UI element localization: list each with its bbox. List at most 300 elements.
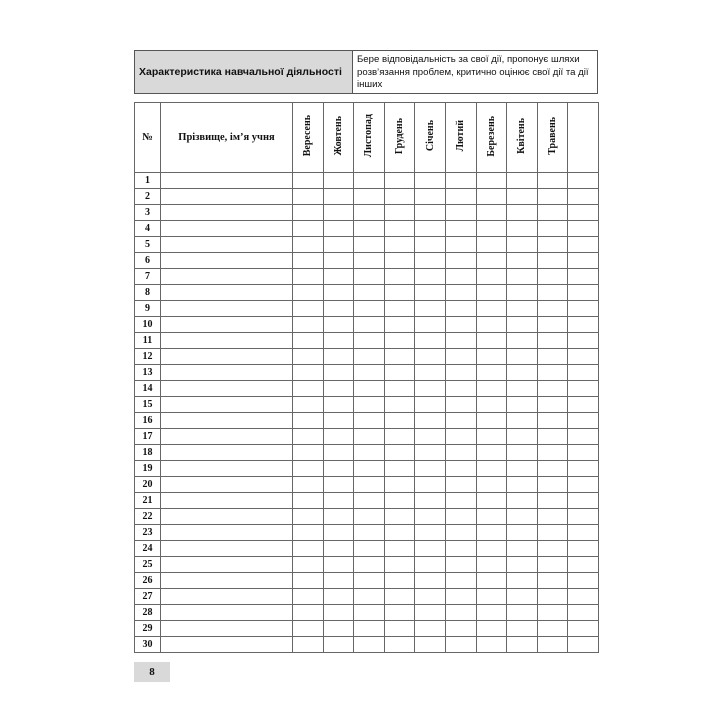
month-mark-cell[interactable] xyxy=(568,637,599,653)
month-mark-cell[interactable] xyxy=(445,605,476,621)
student-name-cell[interactable] xyxy=(161,621,293,637)
month-mark-cell[interactable] xyxy=(354,333,385,349)
month-mark-cell[interactable] xyxy=(507,557,538,573)
month-mark-cell[interactable] xyxy=(415,301,446,317)
student-name-cell[interactable] xyxy=(161,637,293,653)
month-mark-cell[interactable] xyxy=(568,589,599,605)
month-mark-cell[interactable] xyxy=(537,253,568,269)
month-mark-cell[interactable] xyxy=(384,317,415,333)
month-mark-cell[interactable] xyxy=(476,333,507,349)
month-mark-cell[interactable] xyxy=(415,525,446,541)
month-mark-cell[interactable] xyxy=(384,589,415,605)
student-name-cell[interactable] xyxy=(161,541,293,557)
month-mark-cell[interactable] xyxy=(384,541,415,557)
month-mark-cell[interactable] xyxy=(415,461,446,477)
month-mark-cell[interactable] xyxy=(384,573,415,589)
month-mark-cell[interactable] xyxy=(476,621,507,637)
month-mark-cell[interactable] xyxy=(507,477,538,493)
month-mark-cell[interactable] xyxy=(323,317,354,333)
month-mark-cell[interactable] xyxy=(507,525,538,541)
month-mark-cell[interactable] xyxy=(568,221,599,237)
month-mark-cell[interactable] xyxy=(507,445,538,461)
month-mark-cell[interactable] xyxy=(293,509,324,525)
month-mark-cell[interactable] xyxy=(445,589,476,605)
month-mark-cell[interactable] xyxy=(537,445,568,461)
month-mark-cell[interactable] xyxy=(568,237,599,253)
month-mark-cell[interactable] xyxy=(476,429,507,445)
month-mark-cell[interactable] xyxy=(476,237,507,253)
month-mark-cell[interactable] xyxy=(384,621,415,637)
month-mark-cell[interactable] xyxy=(507,237,538,253)
month-mark-cell[interactable] xyxy=(476,381,507,397)
month-mark-cell[interactable] xyxy=(476,301,507,317)
month-mark-cell[interactable] xyxy=(293,285,324,301)
month-mark-cell[interactable] xyxy=(507,397,538,413)
month-mark-cell[interactable] xyxy=(293,637,324,653)
month-mark-cell[interactable] xyxy=(568,269,599,285)
month-mark-cell[interactable] xyxy=(568,541,599,557)
month-mark-cell[interactable] xyxy=(293,429,324,445)
student-name-cell[interactable] xyxy=(161,285,293,301)
month-mark-cell[interactable] xyxy=(537,429,568,445)
month-mark-cell[interactable] xyxy=(507,461,538,477)
month-mark-cell[interactable] xyxy=(445,317,476,333)
month-mark-cell[interactable] xyxy=(384,557,415,573)
month-mark-cell[interactable] xyxy=(293,253,324,269)
month-mark-cell[interactable] xyxy=(384,397,415,413)
month-mark-cell[interactable] xyxy=(445,621,476,637)
month-mark-cell[interactable] xyxy=(445,333,476,349)
student-name-cell[interactable] xyxy=(161,493,293,509)
month-mark-cell[interactable] xyxy=(507,493,538,509)
month-mark-cell[interactable] xyxy=(293,445,324,461)
month-mark-cell[interactable] xyxy=(537,189,568,205)
month-mark-cell[interactable] xyxy=(568,445,599,461)
student-name-cell[interactable] xyxy=(161,237,293,253)
month-mark-cell[interactable] xyxy=(323,237,354,253)
student-name-cell[interactable] xyxy=(161,173,293,189)
month-mark-cell[interactable] xyxy=(354,189,385,205)
month-mark-cell[interactable] xyxy=(507,205,538,221)
month-mark-cell[interactable] xyxy=(293,605,324,621)
month-mark-cell[interactable] xyxy=(476,205,507,221)
month-mark-cell[interactable] xyxy=(323,525,354,541)
month-mark-cell[interactable] xyxy=(415,445,446,461)
month-mark-cell[interactable] xyxy=(476,589,507,605)
month-mark-cell[interactable] xyxy=(537,477,568,493)
month-mark-cell[interactable] xyxy=(507,189,538,205)
student-name-cell[interactable] xyxy=(161,461,293,477)
month-mark-cell[interactable] xyxy=(354,589,385,605)
month-mark-cell[interactable] xyxy=(537,237,568,253)
month-mark-cell[interactable] xyxy=(354,477,385,493)
student-name-cell[interactable] xyxy=(161,349,293,365)
student-name-cell[interactable] xyxy=(161,221,293,237)
month-mark-cell[interactable] xyxy=(354,173,385,189)
month-mark-cell[interactable] xyxy=(537,365,568,381)
month-mark-cell[interactable] xyxy=(415,269,446,285)
month-mark-cell[interactable] xyxy=(476,541,507,557)
month-mark-cell[interactable] xyxy=(445,509,476,525)
month-mark-cell[interactable] xyxy=(476,365,507,381)
month-mark-cell[interactable] xyxy=(537,317,568,333)
month-mark-cell[interactable] xyxy=(323,285,354,301)
month-mark-cell[interactable] xyxy=(415,205,446,221)
month-mark-cell[interactable] xyxy=(323,493,354,509)
month-mark-cell[interactable] xyxy=(507,605,538,621)
month-mark-cell[interactable] xyxy=(507,381,538,397)
month-mark-cell[interactable] xyxy=(293,525,324,541)
month-mark-cell[interactable] xyxy=(293,349,324,365)
month-mark-cell[interactable] xyxy=(354,237,385,253)
month-mark-cell[interactable] xyxy=(507,589,538,605)
month-mark-cell[interactable] xyxy=(415,573,446,589)
month-mark-cell[interactable] xyxy=(445,205,476,221)
month-mark-cell[interactable] xyxy=(323,605,354,621)
month-mark-cell[interactable] xyxy=(568,509,599,525)
month-mark-cell[interactable] xyxy=(323,589,354,605)
month-mark-cell[interactable] xyxy=(537,221,568,237)
student-name-cell[interactable] xyxy=(161,573,293,589)
month-mark-cell[interactable] xyxy=(354,637,385,653)
student-name-cell[interactable] xyxy=(161,189,293,205)
month-mark-cell[interactable] xyxy=(537,509,568,525)
month-mark-cell[interactable] xyxy=(568,173,599,189)
month-mark-cell[interactable] xyxy=(293,365,324,381)
month-mark-cell[interactable] xyxy=(537,461,568,477)
month-mark-cell[interactable] xyxy=(415,509,446,525)
month-mark-cell[interactable] xyxy=(507,413,538,429)
month-mark-cell[interactable] xyxy=(568,477,599,493)
month-mark-cell[interactable] xyxy=(323,573,354,589)
month-mark-cell[interactable] xyxy=(293,541,324,557)
month-mark-cell[interactable] xyxy=(568,573,599,589)
month-mark-cell[interactable] xyxy=(293,573,324,589)
month-mark-cell[interactable] xyxy=(537,589,568,605)
month-mark-cell[interactable] xyxy=(293,333,324,349)
month-mark-cell[interactable] xyxy=(476,573,507,589)
month-mark-cell[interactable] xyxy=(293,493,324,509)
month-mark-cell[interactable] xyxy=(415,429,446,445)
month-mark-cell[interactable] xyxy=(323,221,354,237)
month-mark-cell[interactable] xyxy=(568,205,599,221)
month-mark-cell[interactable] xyxy=(384,349,415,365)
month-mark-cell[interactable] xyxy=(537,349,568,365)
month-mark-cell[interactable] xyxy=(568,253,599,269)
month-mark-cell[interactable] xyxy=(445,413,476,429)
student-name-cell[interactable] xyxy=(161,413,293,429)
month-mark-cell[interactable] xyxy=(445,269,476,285)
month-mark-cell[interactable] xyxy=(568,349,599,365)
month-mark-cell[interactable] xyxy=(323,333,354,349)
month-mark-cell[interactable] xyxy=(415,253,446,269)
month-mark-cell[interactable] xyxy=(323,429,354,445)
month-mark-cell[interactable] xyxy=(323,621,354,637)
month-mark-cell[interactable] xyxy=(537,333,568,349)
month-mark-cell[interactable] xyxy=(323,365,354,381)
month-mark-cell[interactable] xyxy=(537,205,568,221)
month-mark-cell[interactable] xyxy=(537,301,568,317)
student-name-cell[interactable] xyxy=(161,301,293,317)
month-mark-cell[interactable] xyxy=(293,317,324,333)
month-mark-cell[interactable] xyxy=(293,381,324,397)
month-mark-cell[interactable] xyxy=(568,557,599,573)
month-mark-cell[interactable] xyxy=(293,173,324,189)
month-mark-cell[interactable] xyxy=(323,557,354,573)
month-mark-cell[interactable] xyxy=(354,221,385,237)
month-mark-cell[interactable] xyxy=(323,413,354,429)
student-name-cell[interactable] xyxy=(161,509,293,525)
month-mark-cell[interactable] xyxy=(323,637,354,653)
month-mark-cell[interactable] xyxy=(354,573,385,589)
month-mark-cell[interactable] xyxy=(415,589,446,605)
month-mark-cell[interactable] xyxy=(507,221,538,237)
month-mark-cell[interactable] xyxy=(415,397,446,413)
month-mark-cell[interactable] xyxy=(476,477,507,493)
month-mark-cell[interactable] xyxy=(507,301,538,317)
month-mark-cell[interactable] xyxy=(354,429,385,445)
month-mark-cell[interactable] xyxy=(445,301,476,317)
student-name-cell[interactable] xyxy=(161,605,293,621)
month-mark-cell[interactable] xyxy=(568,429,599,445)
month-mark-cell[interactable] xyxy=(323,189,354,205)
month-mark-cell[interactable] xyxy=(384,285,415,301)
month-mark-cell[interactable] xyxy=(354,461,385,477)
month-mark-cell[interactable] xyxy=(415,637,446,653)
month-mark-cell[interactable] xyxy=(384,429,415,445)
month-mark-cell[interactable] xyxy=(537,381,568,397)
month-mark-cell[interactable] xyxy=(537,173,568,189)
month-mark-cell[interactable] xyxy=(323,301,354,317)
month-mark-cell[interactable] xyxy=(323,173,354,189)
month-mark-cell[interactable] xyxy=(354,349,385,365)
month-mark-cell[interactable] xyxy=(354,445,385,461)
month-mark-cell[interactable] xyxy=(537,269,568,285)
month-mark-cell[interactable] xyxy=(384,301,415,317)
month-mark-cell[interactable] xyxy=(507,573,538,589)
month-mark-cell[interactable] xyxy=(354,605,385,621)
month-mark-cell[interactable] xyxy=(384,413,415,429)
month-mark-cell[interactable] xyxy=(445,189,476,205)
month-mark-cell[interactable] xyxy=(415,477,446,493)
month-mark-cell[interactable] xyxy=(568,621,599,637)
month-mark-cell[interactable] xyxy=(507,509,538,525)
month-mark-cell[interactable] xyxy=(445,637,476,653)
month-mark-cell[interactable] xyxy=(476,269,507,285)
month-mark-cell[interactable] xyxy=(323,205,354,221)
month-mark-cell[interactable] xyxy=(568,365,599,381)
month-mark-cell[interactable] xyxy=(507,173,538,189)
month-mark-cell[interactable] xyxy=(476,253,507,269)
month-mark-cell[interactable] xyxy=(323,461,354,477)
month-mark-cell[interactable] xyxy=(384,461,415,477)
month-mark-cell[interactable] xyxy=(415,173,446,189)
month-mark-cell[interactable] xyxy=(415,221,446,237)
month-mark-cell[interactable] xyxy=(323,541,354,557)
month-mark-cell[interactable] xyxy=(445,237,476,253)
month-mark-cell[interactable] xyxy=(537,285,568,301)
month-mark-cell[interactable] xyxy=(445,573,476,589)
month-mark-cell[interactable] xyxy=(568,189,599,205)
month-mark-cell[interactable] xyxy=(323,477,354,493)
month-mark-cell[interactable] xyxy=(445,381,476,397)
student-name-cell[interactable] xyxy=(161,205,293,221)
month-mark-cell[interactable] xyxy=(384,365,415,381)
month-mark-cell[interactable] xyxy=(445,349,476,365)
month-mark-cell[interactable] xyxy=(384,605,415,621)
month-mark-cell[interactable] xyxy=(384,221,415,237)
month-mark-cell[interactable] xyxy=(476,525,507,541)
month-mark-cell[interactable] xyxy=(445,173,476,189)
month-mark-cell[interactable] xyxy=(476,349,507,365)
month-mark-cell[interactable] xyxy=(293,301,324,317)
month-mark-cell[interactable] xyxy=(415,557,446,573)
month-mark-cell[interactable] xyxy=(568,333,599,349)
month-mark-cell[interactable] xyxy=(507,317,538,333)
month-mark-cell[interactable] xyxy=(476,413,507,429)
month-mark-cell[interactable] xyxy=(354,525,385,541)
month-mark-cell[interactable] xyxy=(476,317,507,333)
student-name-cell[interactable] xyxy=(161,557,293,573)
month-mark-cell[interactable] xyxy=(507,269,538,285)
month-mark-cell[interactable] xyxy=(354,253,385,269)
month-mark-cell[interactable] xyxy=(476,445,507,461)
student-name-cell[interactable] xyxy=(161,525,293,541)
month-mark-cell[interactable] xyxy=(537,637,568,653)
month-mark-cell[interactable] xyxy=(293,461,324,477)
month-mark-cell[interactable] xyxy=(293,269,324,285)
month-mark-cell[interactable] xyxy=(445,445,476,461)
month-mark-cell[interactable] xyxy=(354,509,385,525)
month-mark-cell[interactable] xyxy=(476,557,507,573)
month-mark-cell[interactable] xyxy=(476,461,507,477)
month-mark-cell[interactable] xyxy=(537,557,568,573)
month-mark-cell[interactable] xyxy=(354,285,385,301)
month-mark-cell[interactable] xyxy=(323,253,354,269)
month-mark-cell[interactable] xyxy=(445,525,476,541)
month-mark-cell[interactable] xyxy=(568,461,599,477)
month-mark-cell[interactable] xyxy=(384,445,415,461)
month-mark-cell[interactable] xyxy=(507,541,538,557)
month-mark-cell[interactable] xyxy=(415,541,446,557)
month-mark-cell[interactable] xyxy=(445,365,476,381)
month-mark-cell[interactable] xyxy=(568,285,599,301)
month-mark-cell[interactable] xyxy=(384,237,415,253)
month-mark-cell[interactable] xyxy=(476,509,507,525)
month-mark-cell[interactable] xyxy=(415,333,446,349)
month-mark-cell[interactable] xyxy=(445,221,476,237)
month-mark-cell[interactable] xyxy=(537,573,568,589)
month-mark-cell[interactable] xyxy=(384,525,415,541)
month-mark-cell[interactable] xyxy=(293,589,324,605)
month-mark-cell[interactable] xyxy=(537,605,568,621)
month-mark-cell[interactable] xyxy=(354,317,385,333)
month-mark-cell[interactable] xyxy=(415,189,446,205)
month-mark-cell[interactable] xyxy=(568,381,599,397)
month-mark-cell[interactable] xyxy=(568,605,599,621)
student-name-cell[interactable] xyxy=(161,397,293,413)
month-mark-cell[interactable] xyxy=(415,493,446,509)
month-mark-cell[interactable] xyxy=(384,509,415,525)
month-mark-cell[interactable] xyxy=(354,205,385,221)
month-mark-cell[interactable] xyxy=(354,397,385,413)
month-mark-cell[interactable] xyxy=(537,621,568,637)
month-mark-cell[interactable] xyxy=(568,493,599,509)
month-mark-cell[interactable] xyxy=(445,397,476,413)
student-name-cell[interactable] xyxy=(161,477,293,493)
month-mark-cell[interactable] xyxy=(384,189,415,205)
month-mark-cell[interactable] xyxy=(323,381,354,397)
month-mark-cell[interactable] xyxy=(384,493,415,509)
month-mark-cell[interactable] xyxy=(507,365,538,381)
month-mark-cell[interactable] xyxy=(323,445,354,461)
month-mark-cell[interactable] xyxy=(415,621,446,637)
month-mark-cell[interactable] xyxy=(507,621,538,637)
month-mark-cell[interactable] xyxy=(354,381,385,397)
month-mark-cell[interactable] xyxy=(415,605,446,621)
month-mark-cell[interactable] xyxy=(445,557,476,573)
month-mark-cell[interactable] xyxy=(507,637,538,653)
student-name-cell[interactable] xyxy=(161,365,293,381)
month-mark-cell[interactable] xyxy=(384,205,415,221)
month-mark-cell[interactable] xyxy=(476,605,507,621)
month-mark-cell[interactable] xyxy=(507,333,538,349)
month-mark-cell[interactable] xyxy=(507,349,538,365)
month-mark-cell[interactable] xyxy=(415,365,446,381)
month-mark-cell[interactable] xyxy=(568,317,599,333)
month-mark-cell[interactable] xyxy=(445,493,476,509)
month-mark-cell[interactable] xyxy=(293,477,324,493)
month-mark-cell[interactable] xyxy=(384,637,415,653)
month-mark-cell[interactable] xyxy=(293,221,324,237)
student-name-cell[interactable] xyxy=(161,253,293,269)
month-mark-cell[interactable] xyxy=(476,397,507,413)
month-mark-cell[interactable] xyxy=(445,285,476,301)
month-mark-cell[interactable] xyxy=(568,525,599,541)
month-mark-cell[interactable] xyxy=(445,253,476,269)
month-mark-cell[interactable] xyxy=(507,429,538,445)
month-mark-cell[interactable] xyxy=(476,493,507,509)
month-mark-cell[interactable] xyxy=(507,253,538,269)
month-mark-cell[interactable] xyxy=(537,397,568,413)
month-mark-cell[interactable] xyxy=(537,413,568,429)
student-name-cell[interactable] xyxy=(161,317,293,333)
month-mark-cell[interactable] xyxy=(293,205,324,221)
month-mark-cell[interactable] xyxy=(476,285,507,301)
month-mark-cell[interactable] xyxy=(537,541,568,557)
month-mark-cell[interactable] xyxy=(293,621,324,637)
month-mark-cell[interactable] xyxy=(354,301,385,317)
month-mark-cell[interactable] xyxy=(415,381,446,397)
month-mark-cell[interactable] xyxy=(415,317,446,333)
month-mark-cell[interactable] xyxy=(323,397,354,413)
student-name-cell[interactable] xyxy=(161,589,293,605)
month-mark-cell[interactable] xyxy=(476,189,507,205)
month-mark-cell[interactable] xyxy=(293,557,324,573)
month-mark-cell[interactable] xyxy=(293,413,324,429)
month-mark-cell[interactable] xyxy=(354,541,385,557)
month-mark-cell[interactable] xyxy=(354,493,385,509)
month-mark-cell[interactable] xyxy=(323,509,354,525)
month-mark-cell[interactable] xyxy=(568,413,599,429)
month-mark-cell[interactable] xyxy=(384,477,415,493)
month-mark-cell[interactable] xyxy=(537,525,568,541)
month-mark-cell[interactable] xyxy=(293,397,324,413)
month-mark-cell[interactable] xyxy=(354,365,385,381)
month-mark-cell[interactable] xyxy=(445,477,476,493)
month-mark-cell[interactable] xyxy=(415,349,446,365)
month-mark-cell[interactable] xyxy=(445,429,476,445)
